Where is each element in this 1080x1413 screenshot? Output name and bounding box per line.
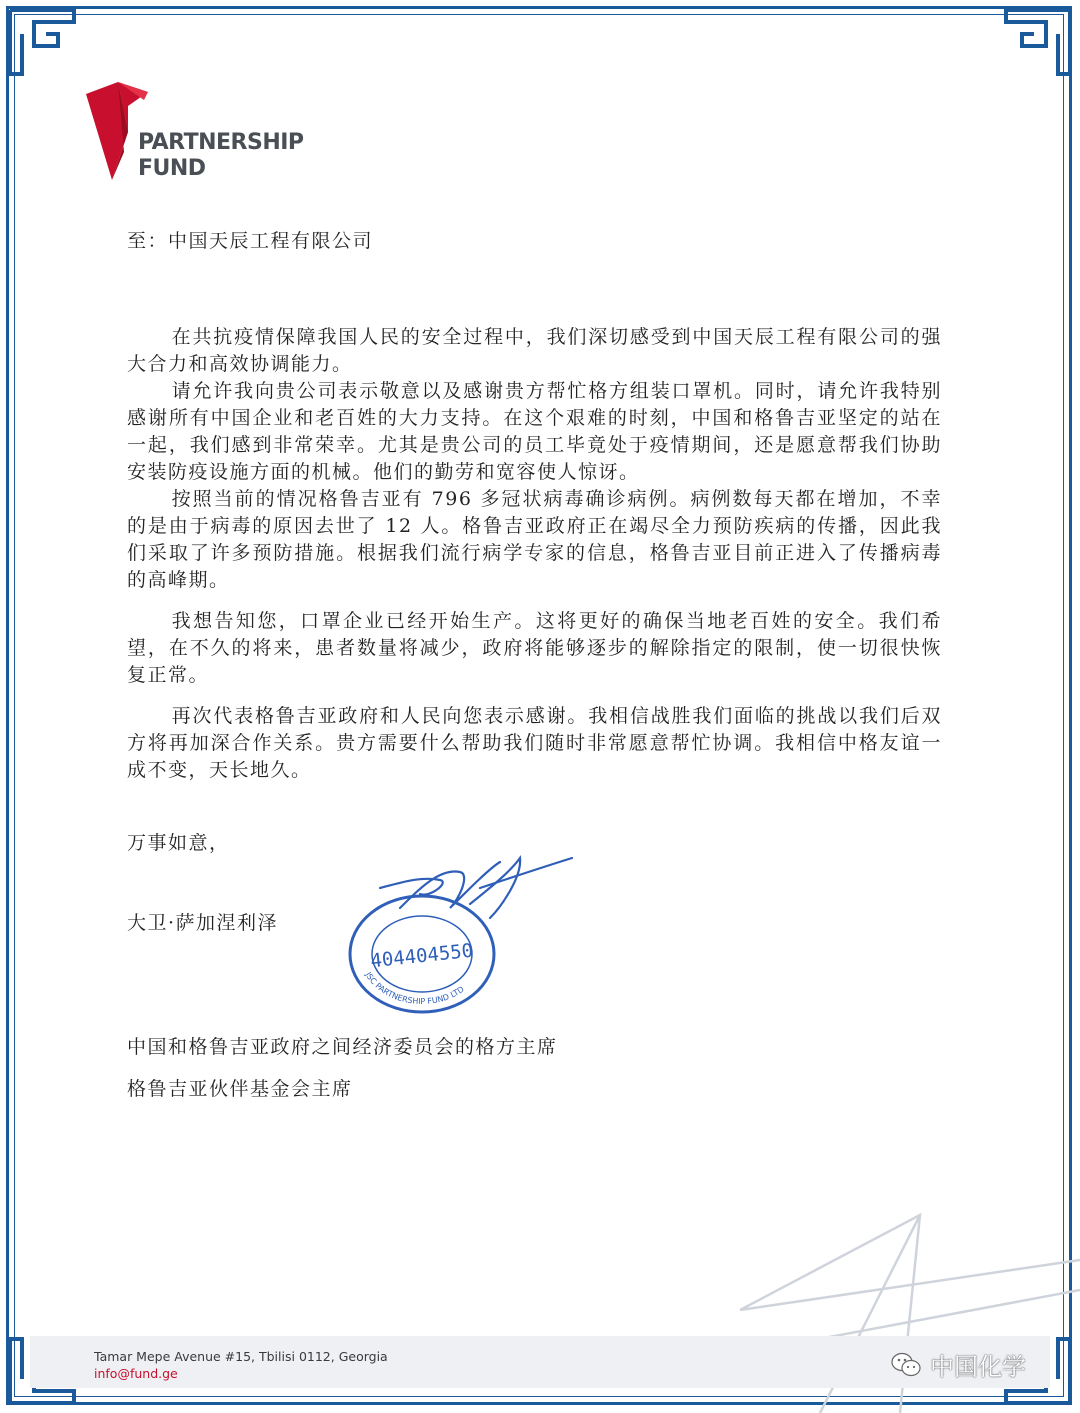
addressee: 至：中国天辰工程有限公司 [127, 230, 374, 252]
wechat-icon [890, 1351, 922, 1379]
stamp-ring-text: JSC PARTNERSHIP FUND LTD [363, 970, 466, 1007]
stamp-number: 404404550 [369, 939, 475, 973]
logo-line-1: PARTNERSHIP [138, 130, 304, 155]
official-stamp [350, 896, 494, 1012]
paragraph-2: 请允许我向贵公司表示敬意以及感谢贵方帮忙格方组装口罩机。同时，请允许我特别感谢所有中国企业和老百姓的大力支持。在这个艰难的时刻，中国和格鲁吉亚坚定的站在一起，我们感到非常荣幸。尤其是贵公司的员工毕竟处于疫情期间，还是愿意帮我们协助安装防疫设施方面的机械。他们的勤劳和宽容使人惊讶。 [127, 380, 942, 483]
logo-wordmark [138, 130, 304, 182]
paragraph-1: 在共抗疫情保障我国人民的安全过程中，我们深切感受到中国天辰工程有限公司的强大合力和高效协调能力。 [127, 326, 942, 375]
footer-address: Tamar Mepe Avenue #15, Tbilisi 0112, Georgia [94, 1349, 388, 1364]
logo-line-2: FUND [138, 156, 206, 181]
signer-name: 大卫·萨加涅利泽 [127, 912, 279, 934]
signer-title-2: 格鲁吉亚伙伴基金会主席 [127, 1078, 353, 1100]
corner-ornament-top-left [6, 6, 78, 78]
signature-and-stamp [340, 848, 590, 1018]
signer-title-1: 中国和格鲁吉亚政府之间经济委员会的格方主席 [127, 1036, 558, 1058]
paragraph-3: 按照当前的情况格鲁吉亚有 796 多冠状病毒确诊病例。病例数每天都在增加，不幸的是由于病毒的原因去世了 12 人。格鲁吉亚政府正在竭尽全力预防疾病的传播，因此我们采取了许多预防措施。根据我们流行病学专家的信息，格鲁吉亚目前正进入了传播病毒的高峰期。 [127, 488, 942, 591]
corner-ornament-top-right [1002, 6, 1074, 78]
paragraph-5: 再次代表格鲁吉亚政府和人民向您表示感谢。我相信战胜我们面临的挑战以我们后双方将再加深合作关系。贵方需要什么帮助我们随时非常愿意帮忙协调。我相信中格友谊一成不变，天长地久。 [127, 705, 942, 781]
footer-email[interactable]: info@fund.ge [94, 1366, 178, 1381]
letter-body [127, 228, 942, 784]
paragraph-4: 我想告知您，口罩企业已经开始生产。这将更好的确保当地老百姓的安全。我们希望，在不久的将来，患者数量将减少，政府将能够逐步的解除指定的限制，使一切很快恢复正常。 [127, 610, 942, 686]
handwritten-signature [380, 858, 572, 918]
watermark-text: 中国化学 [930, 1353, 1026, 1381]
watermark [890, 1347, 1026, 1382]
closing-salutation: 万事如意， [127, 832, 230, 854]
